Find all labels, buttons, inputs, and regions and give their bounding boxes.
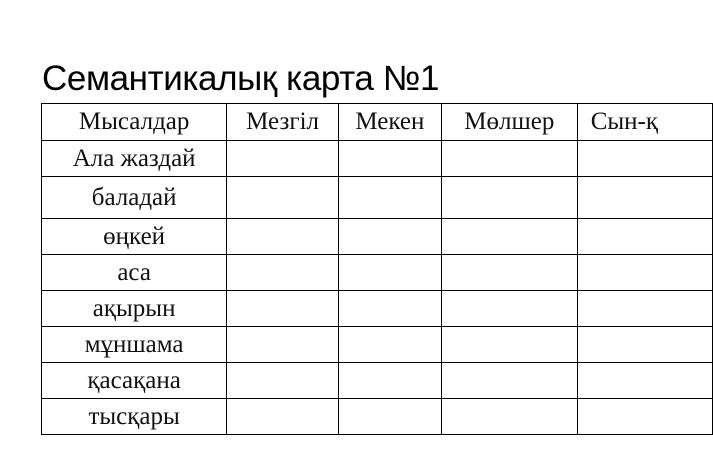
- table-row: [42, 327, 713, 363]
- example-cell: ақырын: [42, 291, 227, 327]
- empty-cell: [227, 141, 339, 177]
- table-row: [42, 363, 713, 399]
- empty-cell: [338, 219, 441, 255]
- table-header: [42, 104, 713, 141]
- empty-cell: [577, 219, 712, 255]
- empty-cell: [577, 141, 712, 177]
- empty-cell: [227, 291, 339, 327]
- table-row: [42, 219, 713, 255]
- empty-cell: [338, 327, 441, 363]
- empty-cell: [227, 327, 339, 363]
- example-cell: өңкей: [42, 219, 227, 255]
- table-row: [42, 399, 713, 435]
- empty-cell: [338, 399, 441, 435]
- empty-cell: [441, 255, 577, 291]
- table-body: [42, 141, 713, 435]
- header-manner: Сын-қ: [577, 104, 712, 141]
- example-cell: баладай: [42, 177, 227, 219]
- empty-cell: [577, 291, 712, 327]
- empty-cell: [227, 255, 339, 291]
- header-quantity: Мөлшер: [441, 104, 577, 141]
- header-row: [42, 104, 713, 141]
- page-title: Семантикалық карта №1: [42, 59, 440, 98]
- empty-cell: [227, 219, 339, 255]
- empty-cell: [338, 363, 441, 399]
- empty-cell: [577, 363, 712, 399]
- empty-cell: [338, 291, 441, 327]
- table-row: [42, 141, 713, 177]
- empty-cell: [338, 141, 441, 177]
- empty-cell: [441, 177, 577, 219]
- example-cell: қасақана: [42, 363, 227, 399]
- empty-cell: [338, 255, 441, 291]
- semantic-map-table: [41, 103, 713, 435]
- empty-cell: [577, 327, 712, 363]
- empty-cell: [577, 177, 712, 219]
- empty-cell: [577, 399, 712, 435]
- empty-cell: [227, 363, 339, 399]
- header-examples: Мысалдар: [42, 104, 227, 141]
- table-row: [42, 291, 713, 327]
- example-cell: мұншама: [42, 327, 227, 363]
- empty-cell: [227, 399, 339, 435]
- example-cell: Ала жаздай: [42, 141, 227, 177]
- example-cell: аса: [42, 255, 227, 291]
- empty-cell: [338, 177, 441, 219]
- empty-cell: [441, 363, 577, 399]
- empty-cell: [441, 399, 577, 435]
- example-cell: тысқары: [42, 399, 227, 435]
- empty-cell: [441, 327, 577, 363]
- header-place: Мекен: [338, 104, 441, 141]
- empty-cell: [577, 255, 712, 291]
- table-row: [42, 255, 713, 291]
- empty-cell: [441, 291, 577, 327]
- empty-cell: [227, 177, 339, 219]
- empty-cell: [441, 141, 577, 177]
- empty-cell: [441, 219, 577, 255]
- header-time: Мезгіл: [227, 104, 339, 141]
- table-row: [42, 177, 713, 219]
